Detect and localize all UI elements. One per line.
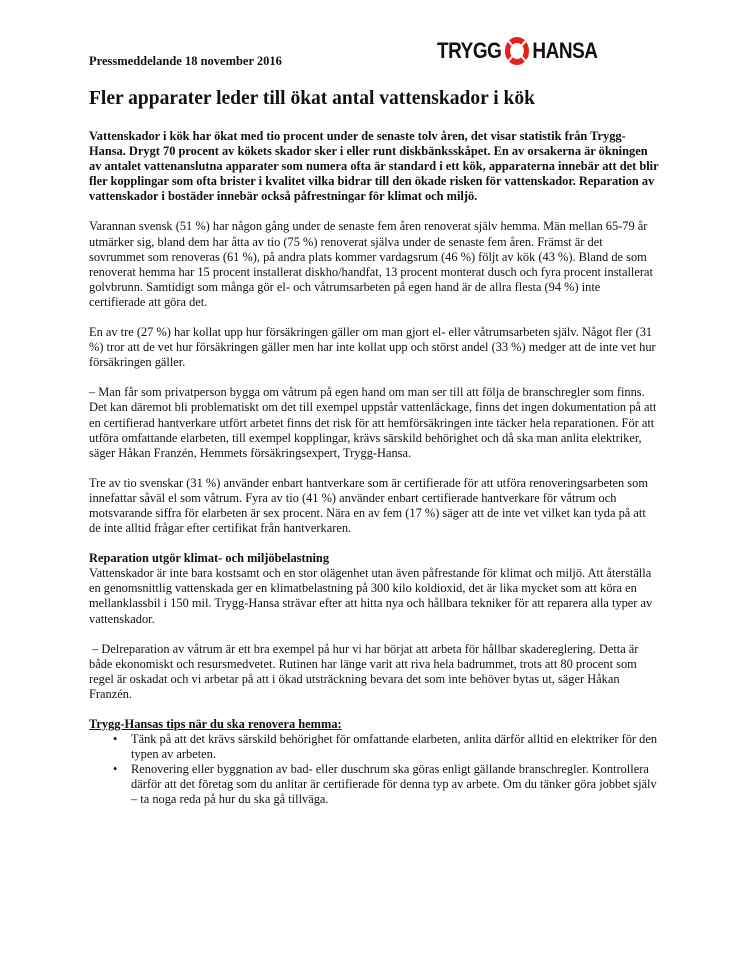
tips-block [89, 717, 659, 808]
tips-list [89, 732, 659, 807]
tips-item-text: Tänk på att det krävs särskild behörighet för omfattande elarbeten, anlita därför alltid en elektriker för den typen av arbeten. [131, 732, 658, 762]
quote-paragraph: – Man får som privatperson bygga om våtrum på egen hand om man ser till att följa de branschregler som finns. Det kan däremot bli problematiskt om det till exempel uppstår vattenläckage, finns det ingen dokumentation på att en certifierad hantverkare utfört arbetet finns det risk för att hemförsäkringen inte täcker hela reparationen. För att utföra omfattande elarbeten, till exempel kopplingar, krävs särskild behörighet och då ska man anlita elektriker, säger Håkan Franzén, Hemmets försäkringsexpert, Trygg-Hansa. [89, 385, 657, 460]
logo-text-left: TRYGG [437, 38, 502, 63]
lead-paragraph: Vattenskador i kök har ökat med tio procent under de senaste tolv åren, det visar statistik från Trygg-Hansa. Drygt 70 procent av kökets skador sker i eller runt diskbänksskåpet. En av orsakerna är ökningen av antalet vattenanslutna apparater som numera ofta är standard i ett kök, apparaterna innebär att det blir fler kopplingar som ofta brister i kvalitet vilka bidrar till den ökade risken för vattenskador. Reparation av vattenskador i bostäder innebär också påfrestningar för klimat och miljö. [89, 129, 659, 204]
logo-text-right: HANSA [532, 38, 598, 63]
lifebuoy-icon [504, 36, 530, 66]
tips-list-item [113, 762, 659, 807]
section-body: Vattenskador är inte bara kostsamt och en stor olägenhet utan även påfrestande för klimat och miljö. Att återställa en genomsnittlig vattenskada ger en klimatbelastning på 300 kilo koldioxid, det är lika mycket som att köra en mellanklassbil i 150 mil. Trygg-Hansa strävar efter att hitta nya och hållbara tekniker för att reparera alla typer av vattenskador. [89, 566, 653, 626]
bullet-icon: • [113, 732, 118, 747]
tips-title: Trygg-Hansas tips när du ska renovera hemma: [89, 717, 342, 731]
trygg-hansa-logo [437, 36, 598, 66]
body-paragraph: En av tre (27 %) har kollat upp hur försäkringen gäller om man gjort el- eller våtrumsarbeten själv. Något fler (31 %) tror att de vet hur försäkringen gäller men har inte kollat upp och störst andel (33 %) medger att de inte vet hur försäkringen gäller. [89, 325, 656, 370]
article-body [89, 129, 659, 808]
quote-paragraph: – Delreparation av våtrum är ett bra exempel på hur vi har börjat att arbeta för hållbar skadereglering. Detta är både ekonomiskt och resursmedvetet. Rutinen har länge varit att riva hela badrummet, trots att 80 procent som regel är oskadat och vi arbetar på att i ökad utsträckning bevara det som inte behöver bytas ut, säger Håkan Franzén. [89, 641, 642, 701]
section-block [89, 551, 659, 626]
press-release-date: Pressmeddelande 18 november 2016 [89, 54, 282, 68]
section-title: Reparation utgör klimat- och miljöbelastning [89, 551, 330, 566]
tips-list-item [113, 732, 659, 762]
body-paragraph: Varannan svensk (51 %) har någon gång under de senaste fem åren renoverat själv hemma. Män mellan 65-79 år utmärker sig, bland dem har åtta av tio (75 %) renoverat själva under de senaste fem åren. Främst är det sovrummet som renoveras (61 %), på andra plats kommer vardagsrum (46 %) följt av kök (43 %). Bland de som renoverat hemma har 15 procent installerat diskho/handfat, 13 procent monterat dusch och fyra procent installerat golvbrunn. Samtidigt som många gör el- och våtrumsarbeten på egen hand är de allra flesta (94 %) inte certifierade att göra det. [89, 219, 653, 309]
tips-item-text: Renovering eller byggnation av bad- eller duschrum ska göras enligt gällande branschregler. Kontrollera därför att det företag som du anlitar är certifierade för denna typ av arbete. Om du tänker göra jobbet själv – ta noga reda på hur du ska gå tillväga. [131, 762, 657, 807]
headline: Fler apparater leder till ökat antal vattenskador i kök [89, 88, 535, 109]
body-paragraph: Tre av tio svenskar (31 %) använder enbart hantverkare som är certifierade för att utföra renoveringsarbeten som innefattar såväl el som våtrum. Fyra av tio (41 %) använder enbart certifierade hantverkare för våtrum och motsvarande siffra för elarbeten är sex procent. Nära en av fem (17 %) säger att de inte vet vilket kan tyda på att de inte alltid frågar efter certifikat från hantverkaren. [89, 475, 648, 536]
bullet-icon: • [113, 762, 118, 777]
